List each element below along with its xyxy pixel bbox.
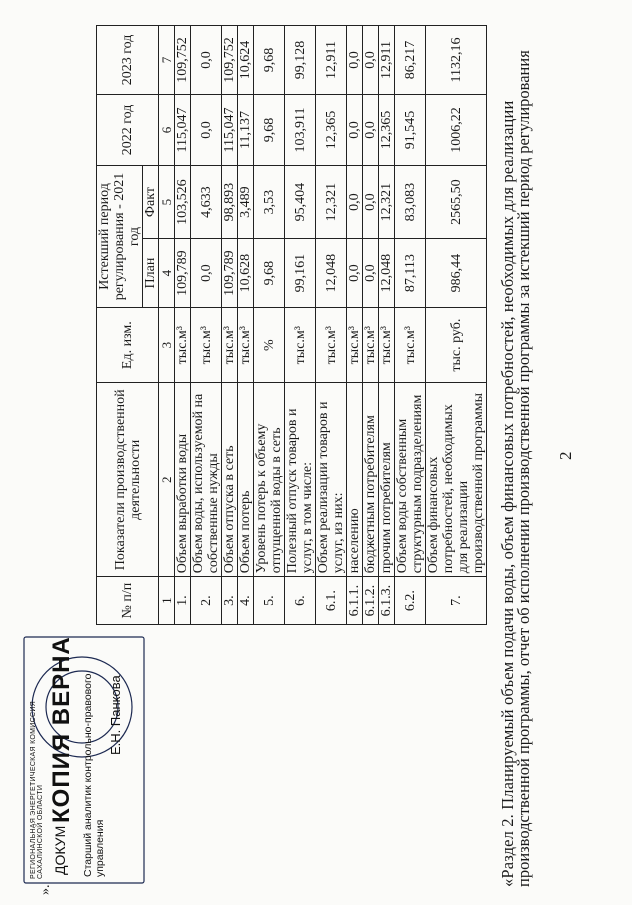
row-2023: 1132,16 — [426, 26, 487, 95]
production-table — [96, 25, 487, 625]
row-2023: 0,0 — [191, 26, 222, 95]
row-2022: 0,0 — [191, 94, 222, 165]
row-fact: 3,53 — [254, 165, 285, 238]
row-indicator: Объем воды собственным структурным подразделениям — [395, 383, 426, 577]
table-row — [426, 26, 487, 625]
row-fact: 98,893 — [222, 165, 238, 238]
table-row — [395, 26, 426, 625]
row-indicator: бюджетным потребителям — [363, 383, 379, 577]
row-plan: 12,048 — [316, 239, 347, 308]
row-fact: 4,633 — [191, 165, 222, 238]
row-2023: 10,624 — [238, 26, 254, 95]
table-header-row — [97, 26, 143, 625]
row-2022: 0,0 — [363, 94, 379, 165]
row-plan: 99,161 — [285, 239, 316, 308]
row-indicator: Объем выработки воды — [175, 383, 191, 577]
row-2022: 1006,22 — [426, 94, 487, 165]
row-indicator: Объем потерь — [238, 383, 254, 577]
row-plan: 10,628 — [238, 239, 254, 308]
stamp-position: Старший аналитик контрольно-правового управления — [82, 673, 106, 877]
row-indicator: Уровень потерь к объему отпущенной воды в сеть — [254, 383, 285, 577]
row-fact: 103,526 — [175, 165, 191, 238]
row-2023: 9,68 — [254, 26, 285, 95]
section-title-line-2: производственной программы, отчет об исполнении производственной программы за истекший период регулирования — [514, 50, 533, 887]
row-indicator: населению — [347, 383, 363, 577]
row-number: 6.1.3. — [379, 577, 395, 625]
table-row — [285, 26, 316, 625]
row-unit: тыс. руб. — [426, 308, 487, 383]
table-row — [363, 26, 379, 625]
col-number: 7 — [159, 26, 175, 95]
row-fact: 95,404 — [285, 165, 316, 238]
row-plan: 9,68 — [254, 239, 285, 308]
table-row — [238, 26, 254, 625]
row-2023: 0,0 — [347, 26, 363, 95]
row-fact: 2565,50 — [426, 165, 487, 238]
row-fact: 3,489 — [238, 165, 254, 238]
section-title-line-1: «Раздел 2. Планируемый объем подачи воды, объем финансовых потребностей, необходимых для реализации — [498, 100, 517, 887]
row-fact: 0,0 — [363, 165, 379, 238]
row-plan: 109,789 — [175, 239, 191, 308]
col-number: 4 — [159, 239, 175, 308]
table-row — [347, 26, 363, 625]
header-2022: 2022 год — [97, 94, 159, 165]
col-number: 6 — [159, 94, 175, 165]
row-plan: 87,113 — [395, 239, 426, 308]
row-fact: 12,321 — [316, 165, 347, 238]
row-fact: 0,0 — [347, 165, 363, 238]
stamp-label: ДОКУМ — [52, 825, 68, 875]
stamp-name: Е.Н. Панкова — [108, 675, 123, 755]
row-unit: тыс.м³ — [379, 308, 395, 383]
row-2022: 0,0 — [347, 94, 363, 165]
page-number: 2 — [556, 451, 575, 460]
row-unit: тыс.м³ — [238, 308, 254, 383]
row-indicator: Объем отпуска в сеть — [222, 383, 238, 577]
row-number: 6. — [285, 577, 316, 625]
header-indicator: Показатели производственной деятельности — [97, 383, 159, 577]
row-2023: 12,911 — [316, 26, 347, 95]
col-number: 5 — [159, 165, 175, 238]
row-2022: 11,137 — [238, 94, 254, 165]
stamp-title: КОПИЯ ВЕРНА — [48, 636, 75, 823]
row-unit: тыс.м³ — [395, 308, 426, 383]
end-mark: ». — [38, 884, 53, 895]
row-unit: тыс.м³ — [175, 308, 191, 383]
row-number: 7. — [426, 577, 487, 625]
row-2023: 12,911 — [379, 26, 395, 95]
row-indicator: прочим потребителям — [379, 383, 395, 577]
row-2022: 91,545 — [395, 94, 426, 165]
table-row — [254, 26, 285, 625]
row-2022: 115,047 — [222, 94, 238, 165]
row-number: 3. — [222, 577, 238, 625]
row-2023: 99,128 — [285, 26, 316, 95]
row-2022: 9,68 — [254, 94, 285, 165]
row-number: 6.1. — [316, 577, 347, 625]
row-number: 2. — [191, 577, 222, 625]
row-unit: тыс.м³ — [222, 308, 238, 383]
row-unit: тыс.м³ — [316, 308, 347, 383]
row-unit: тыс.м³ — [285, 308, 316, 383]
column-numbers-row — [159, 26, 175, 625]
row-2022: 103,911 — [285, 94, 316, 165]
header-plan: План — [143, 239, 159, 308]
row-plan: 109,789 — [222, 239, 238, 308]
row-unit: тыс.м³ — [363, 308, 379, 383]
row-2022: 12,365 — [316, 94, 347, 165]
row-2023: 109,752 — [222, 26, 238, 95]
row-number: 6.1.2. — [363, 577, 379, 625]
col-number: 1 — [159, 577, 175, 625]
row-number: 4. — [238, 577, 254, 625]
row-plan: 12,048 — [379, 239, 395, 308]
row-number: 1. — [175, 577, 191, 625]
row-2023: 86,217 — [395, 26, 426, 95]
row-fact: 83,083 — [395, 165, 426, 238]
row-2022: 115,047 — [175, 94, 191, 165]
col-number: 3 — [159, 308, 175, 383]
section-title — [500, 27, 532, 887]
table-row — [175, 26, 191, 625]
row-unit: тыс.м³ — [347, 308, 363, 383]
row-2023: 109,752 — [175, 26, 191, 95]
row-number: 6.2. — [395, 577, 426, 625]
row-plan: 0,0 — [347, 239, 363, 308]
row-plan: 0,0 — [363, 239, 379, 308]
row-unit: % — [254, 308, 285, 383]
header-2023: 2023 год — [97, 26, 159, 95]
row-indicator: Объем финансовых потребностей, необходимых для реализации производственной программы — [426, 383, 487, 577]
row-2023: 0,0 — [363, 26, 379, 95]
table-row — [191, 26, 222, 625]
row-indicator: Объем воды, используемой на собственные нужды — [191, 383, 222, 577]
row-plan: 0,0 — [191, 239, 222, 308]
row-unit: тыс.м³ — [191, 308, 222, 383]
row-number: 5. — [254, 577, 285, 625]
row-plan: 986,44 — [426, 239, 487, 308]
header-unit: Ед. изм. — [97, 308, 159, 383]
row-indicator: Объем реализации товаров и услуг, из них: — [316, 383, 347, 577]
row-number: 6.1.1. — [347, 577, 363, 625]
row-indicator: Полезный отпуск товаров и услуг, в том числе: — [285, 383, 316, 577]
header-fact: Факт — [143, 165, 159, 238]
table-row — [316, 26, 347, 625]
stamp-ring-text: РЕГИОНАЛЬНАЯ ЭНЕРГЕТИЧЕСКАЯ КОМИССИЯ САХАЛИНСКОЙ ОБЛАСТИ — [30, 700, 44, 879]
header-period: Истекший период регулирования - 2021 год — [97, 165, 143, 307]
header-num: № п/п — [97, 577, 159, 625]
row-2022: 12,365 — [379, 94, 395, 165]
table-row — [379, 26, 395, 625]
table-row — [222, 26, 238, 625]
row-fact: 12,321 — [379, 165, 395, 238]
col-number: 2 — [159, 383, 175, 577]
